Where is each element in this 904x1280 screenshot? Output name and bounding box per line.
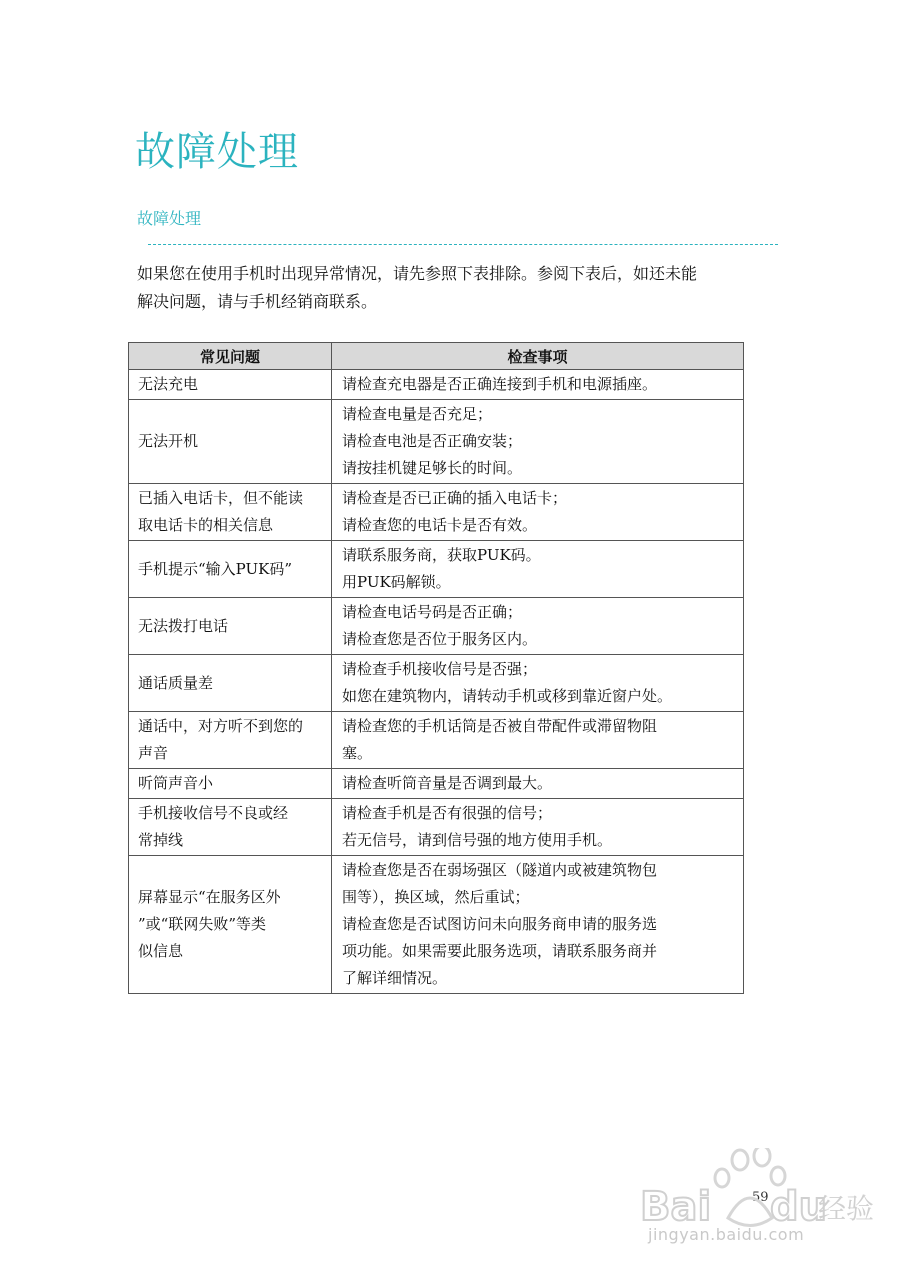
table-row	[129, 712, 744, 769]
problem-cell	[129, 598, 332, 655]
intro-paragraph	[137, 260, 777, 316]
table-row	[129, 799, 744, 856]
check-text: 请检查您是否在弱场强区（隧道内或被建筑物包	[342, 861, 658, 879]
check-text: 围等），换区域，然后重试；	[342, 888, 530, 906]
check-text: 请检查您的电话卡是否有效。	[342, 516, 538, 534]
check-cell	[332, 598, 744, 655]
check-cell	[332, 799, 744, 856]
check-text: 请检查电池是否正确安装；	[342, 432, 523, 450]
problem-text: 通话中，对方听不到您的	[138, 717, 304, 735]
problem-text: 通话质量差	[138, 673, 214, 692]
check-text: 请检查您是否试图访问未向服务商申请的服务选	[342, 915, 658, 933]
problem-text: 无法拨打电话	[138, 616, 229, 635]
problem-text: 屏幕显示“在服务区外	[138, 888, 281, 906]
check-cell	[332, 370, 744, 400]
section-heading: 故障处理	[137, 209, 202, 228]
header-problem: 常见问题	[129, 343, 332, 370]
problem-cell	[129, 799, 332, 856]
check-cell	[332, 769, 744, 799]
table-row	[129, 769, 744, 799]
problem-text: 声音	[138, 744, 169, 762]
check-text: 用PUK码解锁。	[342, 573, 451, 591]
problem-cell	[129, 400, 332, 484]
check-text: 请检查您的手机话筒是否被自带配件或滞留物阻	[342, 717, 658, 735]
table-row	[129, 370, 744, 400]
intro-line: 解决问题，请与手机经销商联系。	[137, 292, 378, 311]
table-row	[129, 598, 744, 655]
problem-text: 手机提示“输入PUK码”	[138, 559, 293, 578]
check-text: 如您在建筑物内，请转动手机或移到靠近窗户处。	[342, 687, 673, 705]
svg-text:Bai: Bai	[640, 1184, 712, 1230]
check-text: 请检查是否已正确的插入电话卡；	[342, 489, 568, 507]
check-text: 请检查电量是否充足；	[342, 405, 493, 423]
problem-cell	[129, 541, 332, 598]
problem-text: 无法充电	[138, 375, 199, 393]
check-text: 了解详细情况。	[342, 969, 448, 987]
problem-text: 常掉线	[138, 831, 184, 849]
svg-text:经验: 经验	[818, 1192, 875, 1225]
problem-text: 已插入电话卡，但不能读	[138, 489, 304, 507]
troubleshooting-table	[128, 342, 744, 994]
problem-cell	[129, 484, 332, 541]
header-check: 检查事项	[332, 343, 744, 370]
check-text: 请按挂机键足够长的时间。	[342, 459, 523, 477]
check-text: 若无信号，请到信号强的地方使用手机。	[342, 831, 613, 849]
check-cell	[332, 712, 744, 769]
table-row	[129, 856, 744, 994]
check-cell	[332, 655, 744, 712]
check-text: 请检查手机是否有很强的信号；	[342, 804, 553, 822]
table-header-row	[129, 343, 744, 370]
problem-cell	[129, 655, 332, 712]
check-text: 项功能。如果需要此服务选项，请联系服务商并	[342, 942, 658, 960]
check-text: 请检查充电器是否正确连接到手机和电源插座。	[342, 375, 658, 393]
problem-text: ”或“联网失败”等类	[138, 915, 267, 933]
problem-text: 似信息	[138, 942, 184, 960]
check-cell	[332, 484, 744, 541]
check-text: 请联系服务商，获取PUK码。	[342, 546, 541, 564]
table-row	[129, 541, 744, 598]
page-title: 故障处理	[135, 129, 299, 175]
page-number: 59	[752, 1190, 769, 1205]
table-row	[129, 484, 744, 541]
check-cell	[332, 400, 744, 484]
check-text: 请检查手机接收信号是否强；	[342, 660, 538, 678]
problem-cell	[129, 712, 332, 769]
intro-line: 如果您在使用手机时出现异常情况，请先参照下表排除。参阅下表后，如还未能	[137, 264, 698, 283]
problem-text: 取电话卡的相关信息	[138, 516, 274, 534]
problem-text: 无法开机	[138, 432, 199, 450]
problem-cell	[129, 370, 332, 400]
check-text: 塞。	[342, 744, 373, 762]
check-cell	[332, 541, 744, 598]
table-body	[129, 370, 744, 994]
watermark-url: jingyan.baidu.com	[648, 1225, 805, 1244]
svg-text:du: du	[770, 1184, 828, 1230]
check-cell	[332, 856, 744, 994]
check-text: 请检查听筒音量是否调到最大。	[342, 774, 553, 792]
check-text: 请检查您是否位于服务区内。	[342, 630, 538, 648]
dashed-divider	[148, 244, 778, 245]
check-text: 请检查电话号码是否正确；	[342, 603, 523, 621]
problem-cell	[129, 769, 332, 799]
problem-text: 手机接收信号不良或经	[138, 804, 289, 822]
problem-cell	[129, 856, 332, 994]
problem-text: 听筒声音小	[138, 774, 214, 792]
table-row	[129, 655, 744, 712]
table-row	[129, 400, 744, 484]
